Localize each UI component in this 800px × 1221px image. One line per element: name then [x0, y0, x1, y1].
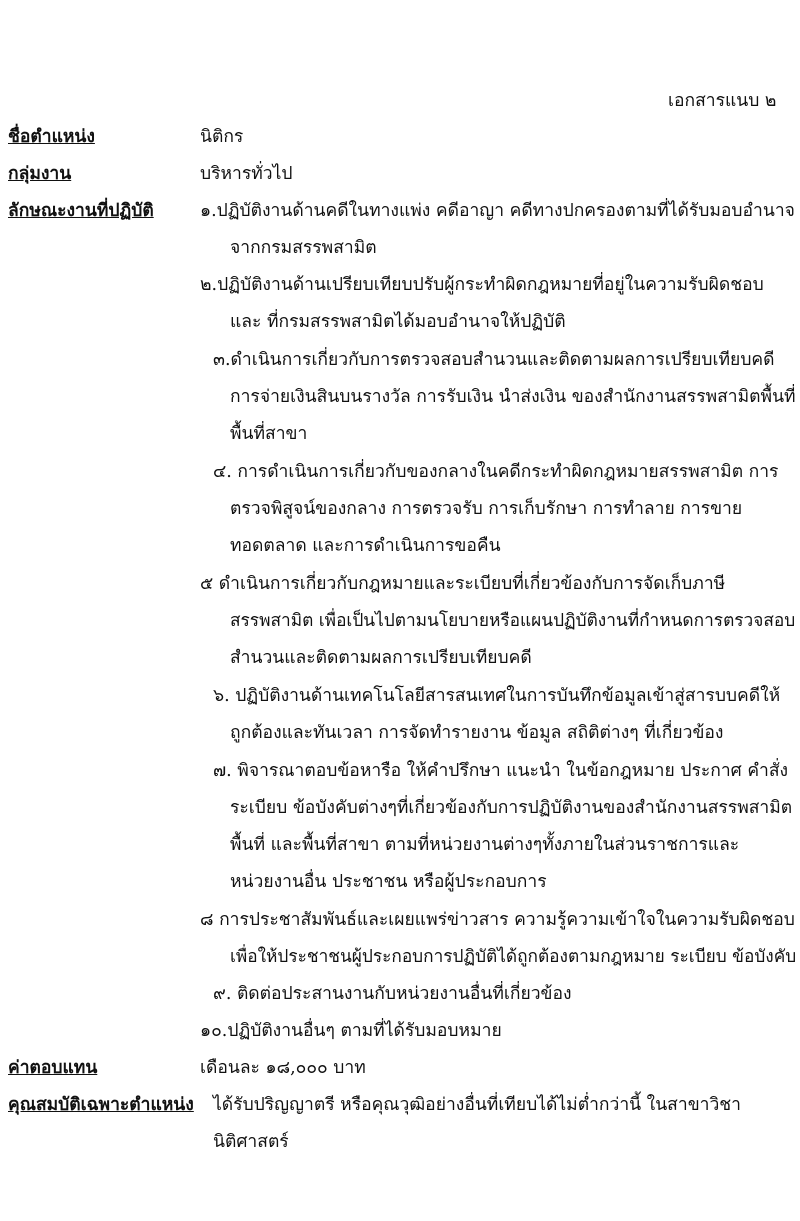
position-value: นิติกร [200, 127, 244, 147]
duty-line: พื้นที่ และพื้นที่สาขา ตามที่หน่วยงานต่างๆทั้งภายในส่วนราชการและ [230, 835, 740, 855]
duty-line: ๕ ดำเนินการเกี่ยวกับกฎหมายและระเบียบที่เกี่ยวข้องกับการจัดเก็บภาษี [200, 574, 726, 594]
duty-line: ๓.ดำเนินการเกี่ยวกับการตรวจสอบสำนวนและติดตามผลการเปรียบเทียบคดี [213, 350, 775, 370]
duty-line: ๙. ติดต่อประสานงานกับหน่วยงานอื่นที่เกี่ยวข้อง [213, 984, 572, 1004]
duty-line: สรรพสามิต เพื่อเป็นไปตามนโยบายหรือแผนปฏิบัติงานที่กำหนดการตรวจสอบ [230, 611, 796, 631]
duty-line: พื้นที่สาขา [230, 424, 308, 444]
duty-line: ๔. การดำเนินการเกี่ยวกับของกลางในคดีกระทำผิดกฎหมายสรรพสามิต การ [213, 462, 779, 482]
duty-line: หน่วยงานอื่น ประชาชน หรือผู้ประกอบการ [230, 872, 547, 892]
duty-line: ๗. พิจารณาตอบข้อหารือ ให้คำปรึกษา แนะนำ ในข้อกฎหมาย ประกาศ คำสั่ง [213, 761, 789, 781]
duty-line: ๘ การประชาสัมพันธ์และเผยแพร่ข่าวสาร ความรู้ความเข้าใจในความรับผิดชอบ [200, 910, 795, 930]
duty-line: ทอดตลาด และการดำเนินการขอคืน [230, 536, 501, 556]
duty-line: สำนวนและติดตามผลการเปรียบเทียบคดี [230, 648, 532, 668]
group-label: กลุ่มงาน [8, 164, 72, 184]
duty-line: เพื่อให้ประชาชนผู้ประกอบการปฏิบัติได้ถูกต้องตามกฎหมาย ระเบียบ ข้อบังคับ [230, 947, 797, 967]
duty-line: ถูกต้องและทันเวลา การจัดทำรายงาน ข้อมูล สถิติต่างๆ ที่เกี่ยวข้อง [230, 723, 724, 743]
duty-line: ตรวจพิสูจน์ของกลาง การตรวจรับ การเก็บรักษา การทำลาย การขาย [230, 499, 743, 519]
duties-label: ลักษณะงานที่ปฏิบัติ [8, 201, 154, 221]
group-value: บริหารทั่วไป [200, 164, 293, 184]
duty-line: จากกรมสรรพสามิต [230, 238, 377, 258]
duty-line: ๒.ปฏิบัติงานด้านเปรียบเทียบปรับผู้กระทำผิดกฎหมายที่อยู่ในความรับผิดชอบ [200, 275, 764, 295]
qualification-label: คุณสมบัติเฉพาะตำแหน่ง [8, 1095, 194, 1115]
qualification-line: นิติศาสตร์ [213, 1132, 289, 1152]
annex-label: เอกสารแนบ ๒ [668, 91, 777, 111]
position-label: ชื่อตำแหน่ง [8, 127, 95, 147]
duty-line: ๖. ปฏิบัติงานด้านเทคโนโลยีสารสนเทศในการบันทึกข้อมูลเข้าสู่สารบบคดีให้ [213, 686, 781, 706]
duty-line: ๑.ปฏิบัติงานด้านคดีในทางแพ่ง คดีอาญา คดีทางปกครองตามที่ได้รับมอบอำนาจ [200, 201, 795, 221]
salary-label: ค่าตอบแทน [8, 1058, 98, 1078]
salary-value: เดือนละ ๑๘,๐๐๐ บาท [200, 1058, 366, 1078]
duty-line: และ ที่กรมสรรพสามิตได้มอบอำนาจให้ปฏิบัติ [230, 312, 566, 332]
duty-line: ๑๐.ปฏิบัติงานอื่นๆ ตามที่ได้รับมอบหมาย [200, 1021, 502, 1041]
qualification-line: ได้รับปริญญาตรี หรือคุณวุฒิอย่างอื่นที่เทียบได้ไม่ต่ำกว่านี้ ในสาขาวิชา [213, 1095, 742, 1115]
duty-line: ระเบียบ ข้อบังคับต่างๆที่เกี่ยวข้องกับการปฏิบัติงานของสำนักงานสรรพสามิต [230, 798, 793, 818]
duty-line: การจ่ายเงินสินบนรางวัล การรับเงิน นำส่งเงิน ของสำนักงานสรรพสามิตพื้นที่ [230, 387, 796, 407]
